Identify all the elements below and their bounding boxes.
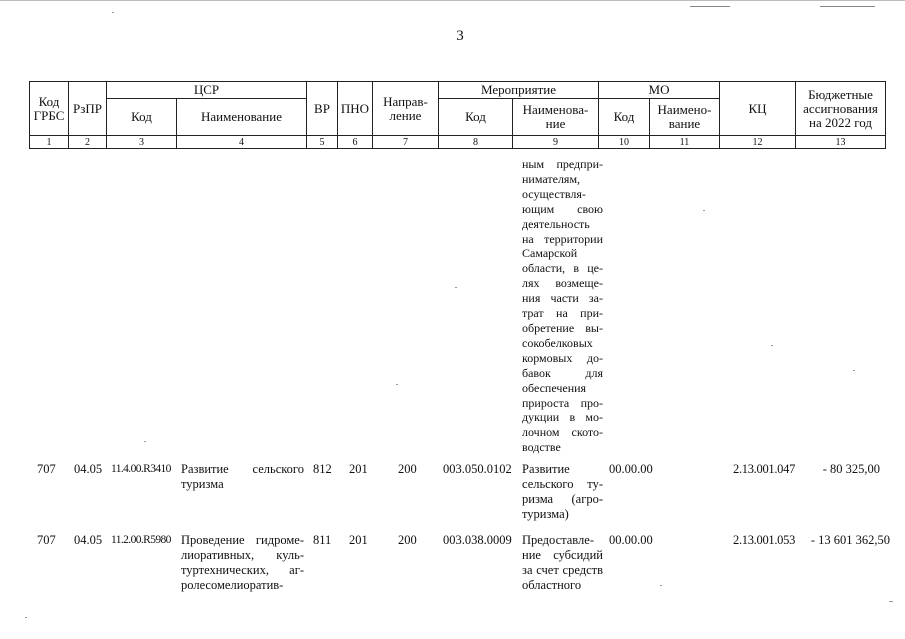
col-mo: МО bbox=[599, 82, 720, 99]
col-number: 3 bbox=[107, 136, 177, 149]
col-napravlenie: Направ-ление bbox=[373, 82, 439, 136]
col-mer-name: Наименова-ние bbox=[513, 99, 599, 136]
col-mer-kod: Код bbox=[439, 99, 513, 136]
col-budget: Бюджетные ассигнования на 2022 год bbox=[796, 82, 886, 136]
row-grbs: 707 bbox=[37, 533, 56, 547]
scan-speck bbox=[703, 210, 705, 211]
col-kc: КЦ bbox=[720, 82, 796, 136]
col-number: 2 bbox=[69, 136, 107, 149]
row-csr-kod: 11.4.00.R3410 bbox=[111, 463, 171, 475]
row-kc: 2.13.001.047 bbox=[733, 462, 796, 476]
col-mo-kod: Код bbox=[599, 99, 650, 136]
scan-speck bbox=[144, 441, 146, 442]
scan-mark bbox=[690, 6, 730, 7]
row-vr: 812 bbox=[313, 462, 332, 476]
col-number: 13 bbox=[796, 136, 886, 149]
col-number: 9 bbox=[513, 136, 599, 149]
scan-speck bbox=[771, 345, 773, 346]
row-csr-kod: 11.2.00.R5980 bbox=[111, 534, 171, 546]
col-rzpr: РзПР bbox=[69, 82, 107, 136]
row-mer-kod: 003.038.0009 bbox=[443, 533, 512, 547]
scan-mark bbox=[820, 6, 875, 7]
row-amount: - 13 601 362,50 bbox=[810, 533, 890, 547]
col-csr-kod: Код bbox=[107, 99, 177, 136]
row-kc: 2.13.001.053 bbox=[733, 533, 796, 547]
top-edge-line bbox=[0, 0, 905, 1]
row-amount: - 80 325,00 bbox=[822, 462, 880, 476]
col-mo-name: Наимено-вание bbox=[650, 99, 720, 136]
row-mer-name: Развитие сельского ту-ризма (агро-туризма) bbox=[522, 462, 603, 521]
row-napravlenie: 200 bbox=[398, 533, 417, 547]
col-pno: ПНО bbox=[338, 82, 373, 136]
scan-speck bbox=[889, 601, 893, 602]
col-csr-name: Наименование bbox=[177, 99, 307, 136]
col-vr: ВР bbox=[307, 82, 338, 136]
col-number: 4 bbox=[177, 136, 307, 149]
col-number: 11 bbox=[650, 136, 720, 149]
page-number: 3 bbox=[456, 28, 464, 44]
column-number-row bbox=[30, 136, 886, 149]
col-number: 6 bbox=[338, 136, 373, 149]
col-number: 1 bbox=[30, 136, 69, 149]
scan-speck bbox=[660, 585, 662, 586]
row-rzpr: 04.05 bbox=[74, 462, 103, 476]
col-csr: ЦСР bbox=[107, 82, 307, 99]
scan-speck bbox=[853, 370, 855, 371]
row-mer-name: Предоставле-ние субсидий за счет средств областного bbox=[522, 533, 603, 592]
measure-name-continuation: ным предпри-нимателям, осуществля-ющим свою деятельность на территории Самарской области, в це-лях возмеще-ния части за-трат на при-обретение вы-сокобелковых кормовых до-бавок для обеспечения прироста про-дукции в мо-лочном ското-водстве bbox=[522, 157, 603, 455]
row-rzpr: 04.05 bbox=[74, 533, 103, 547]
row-csr-name: Развитие сельского туризма bbox=[181, 462, 304, 491]
scan-speck bbox=[396, 384, 398, 385]
col-number: 7 bbox=[373, 136, 439, 149]
row-pno: 201 bbox=[349, 462, 368, 476]
budget-table-header bbox=[29, 81, 886, 149]
col-number: 5 bbox=[307, 136, 338, 149]
col-meropriyatie: Мероприятие bbox=[439, 82, 599, 99]
col-number: 8 bbox=[439, 136, 513, 149]
col-kod-grbs: Код ГРБС bbox=[30, 82, 69, 136]
col-number: 10 bbox=[599, 136, 650, 149]
col-number: 12 bbox=[720, 136, 796, 149]
row-mer-kod: 003.050.0102 bbox=[443, 462, 512, 476]
row-grbs: 707 bbox=[37, 462, 56, 476]
row-pno: 201 bbox=[349, 533, 368, 547]
row-napravlenie: 200 bbox=[398, 462, 417, 476]
row-mo-kod: 00.00.00 bbox=[609, 533, 653, 547]
row-mo-kod: 00.00.00 bbox=[609, 462, 653, 476]
scan-speck bbox=[455, 287, 457, 288]
scan-speck bbox=[25, 617, 27, 618]
row-csr-name: Проведение гидроме-лиоративных, куль-туртехнических, аг-ролесомелиоратив- bbox=[181, 533, 304, 592]
scan-speck bbox=[112, 12, 114, 13]
row-vr: 811 bbox=[313, 533, 332, 547]
